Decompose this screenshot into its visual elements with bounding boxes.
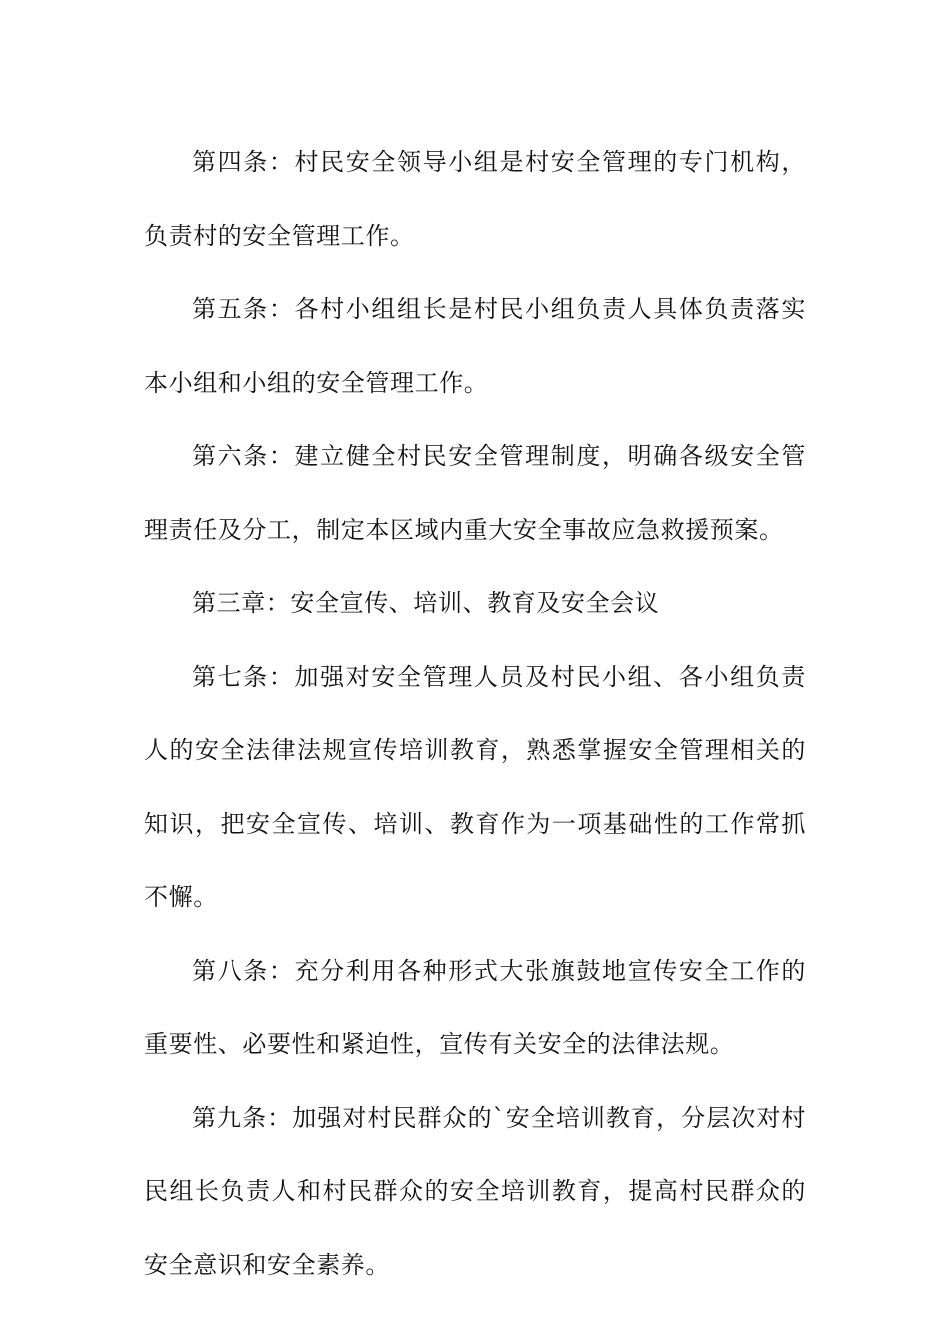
paragraph-article-7: 第七条：加强对安全管理人员及村民小组、各小组负责人的安全法律法规宣传培训教育，熟悉掌握安全管理相关的知识，把安全宣传、培训、教育作为一项基础性的工作常抓不懈。 [144,662,806,911]
paragraph-article-6: 第六条：建立健全村民安全管理制度，明确各级安全管理责任及分工，制定本区域内重大安全事故应急救援预案。 [144,442,806,544]
chapter-heading-3: 第三章：安全宣传、培训、教育及安全会议 [192,589,660,617]
paragraph-article-9: 第九条：加强对村民群众的`安全培训教育，分层次对村民组长负责人和村民群众的安全培训教育，提高村民群众的安全意识和安全素养。 [144,1103,806,1279]
paragraph-article-5: 第五条：各村小组组长是村民小组负责人具体负责落实本小组和小组的安全管理工作。 [144,295,806,397]
paragraph-article-4: 第四条：村民安全领导小组是村安全管理的专门机构，负责村的安全管理工作。 [144,148,806,250]
paragraph-article-8: 第八条：充分利用各种形式大张旗鼓地宣传安全工作的重要性、必要性和紧迫性，宣传有关安全的法律法规。 [144,956,806,1058]
document-body [144,126,806,1302]
